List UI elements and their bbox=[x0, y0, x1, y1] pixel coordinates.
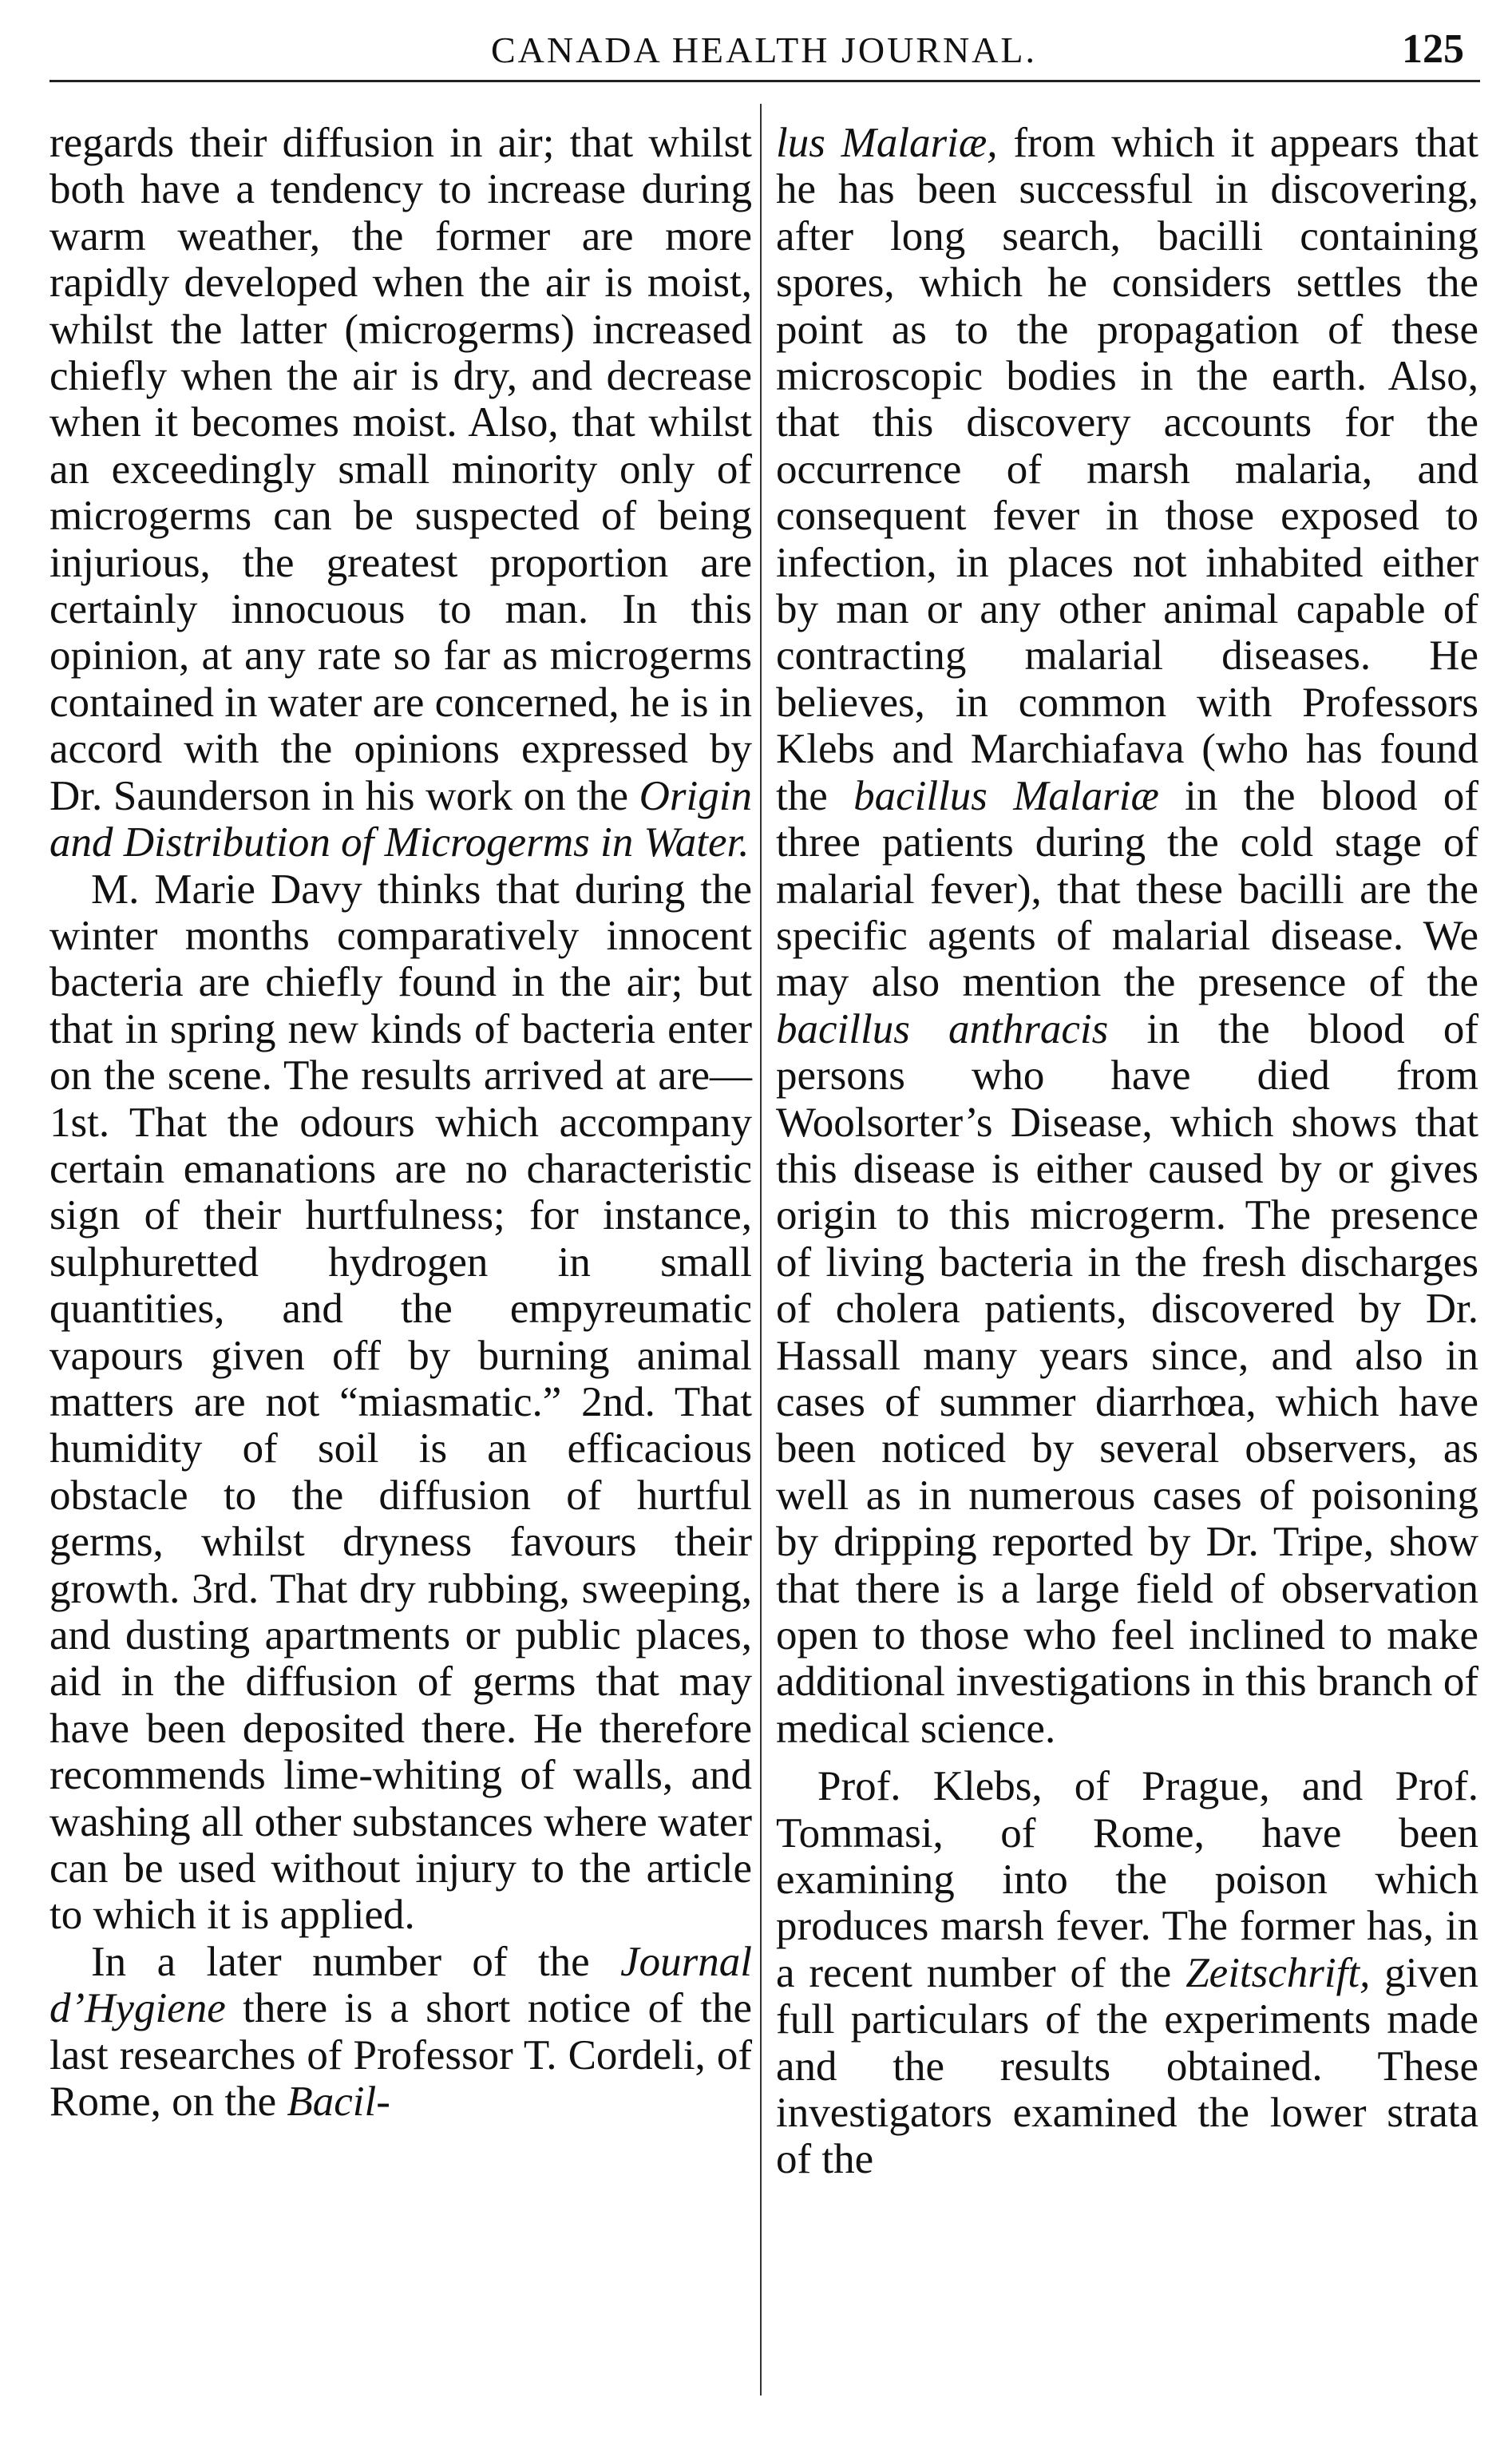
page-number: 125 bbox=[1402, 26, 1464, 72]
left-paragraph-3 bbox=[49, 1939, 752, 2126]
text-run: in the blood of persons who have died from Woolsorter’s Disease, which shows that this disease is either caused by or gives origin to this microgerm. The presence of living bacteria in the fresh discharges of cholera patients, discovered by Dr. Hassall many years since, and also in cases of summer diarrhœa, which have been noticed by several observers, as well as in numerous cases of poisoning by dripping reported by Dr. Tripe, show that there is a large field of observation open to those who feel inclined to make additional investigations in this branch of medical science. bbox=[776, 1005, 1478, 1752]
left-paragraph-2: M. Marie Davy thinks that during the winter months comparatively innocent bacteria are chiefly found in the air; but that in spring new kinds of bacteria enter on the scene. The results arrived at are—1st. That the odours which accompany certain emanations are no characteristic sign of their hurtfulness; for instance, sulphuretted hydrogen in small quantities, and the empyreumatic vapours given off by burning animal matters are not “miasmatic.” 2nd. That humidity of soil is an efficacious obstacle to the diffusion of hurtful germs, whilst dryness favours their growth. 3rd. That dry rubbing, sweeping, and dusting apartments or public places, aid in the diffusion of germs that may have been deposited there. He therefore recommends lime-whiting of walls, and washing all other substances where water can be used without injury to the article to which it is applied. bbox=[49, 866, 752, 1939]
italic-term: Bacil- bbox=[287, 2078, 390, 2126]
italic-journal: Zeitschrift, bbox=[1185, 1949, 1371, 1996]
text-run: in the blood of three patients during the cold stage of malarial fever), that these bacilli are the specific agents of malarial disease. We may also mention the presence of the bbox=[776, 772, 1478, 1006]
text-run: regards their diffusion in air; that whilst both have a tendency to increase during warm weather, the former are more rapidly developed when the air is moist, whilst the latter (microgerms) increased chiefly when the air is dry, and decrease when it becomes moist. Also, that whilst an exceedingly small minority only of microgerms can be suspected of being injurious, the greatest proportion are certainly innocuous to man. In this opinion, at any rate so far as microgerms contained in water are concerned, he is in accord with the opinions expressed by Dr. Saunderson in his work on the bbox=[49, 120, 752, 819]
column-divider bbox=[760, 104, 762, 2396]
right-paragraph-1 bbox=[776, 120, 1478, 1752]
italic-journal: Journal d’Hygiene bbox=[49, 1938, 752, 2032]
text-run: In a later number of the bbox=[91, 1938, 621, 1985]
left-column bbox=[49, 120, 752, 2125]
header-rule bbox=[49, 80, 1480, 82]
text-run: from which it appears that he has been successful in discovering, after long search, bacilli containing spores, which he considers settles the point as to the propagation of these microscopic bodies in the earth. Also, that this discovery accounts for the occurrence of marsh malaria, and consequent fever in those exposed to infection, in places not inhabited either by man or any other animal capable of contracting malarial diseases. He believes, in common with Professors Klebs and Marchiafava (who has found the bbox=[776, 120, 1478, 819]
text-run: there is a short notice of the last researches of Professor T. Cordeli, of Rome, on the bbox=[49, 1985, 752, 2126]
running-title: CANADA HEALTH JOURNAL. bbox=[490, 30, 1038, 70]
right-column bbox=[776, 120, 1478, 2183]
text-run: given full particulars of the experiments made and the results obtained. These investigators examined the lower strata of the bbox=[776, 1949, 1478, 2183]
right-paragraph-2 bbox=[776, 1763, 1478, 2183]
italic-title: Origin and Distribution of Microgerms in Water. bbox=[49, 772, 752, 866]
left-paragraph-1 bbox=[49, 120, 752, 866]
italic-term: bacillus Malariæ bbox=[853, 772, 1159, 819]
italic-term: lus Malariæ, bbox=[776, 120, 998, 166]
italic-term: bacillus anthracis bbox=[776, 1005, 1109, 1052]
text-run: Prof. Klebs, of Prague, and Prof. Tommasi, of Rome, have been examining into the poison which produces marsh fever. The former has, in a recent number of the bbox=[776, 1763, 1478, 1996]
page-header bbox=[48, 22, 1480, 78]
